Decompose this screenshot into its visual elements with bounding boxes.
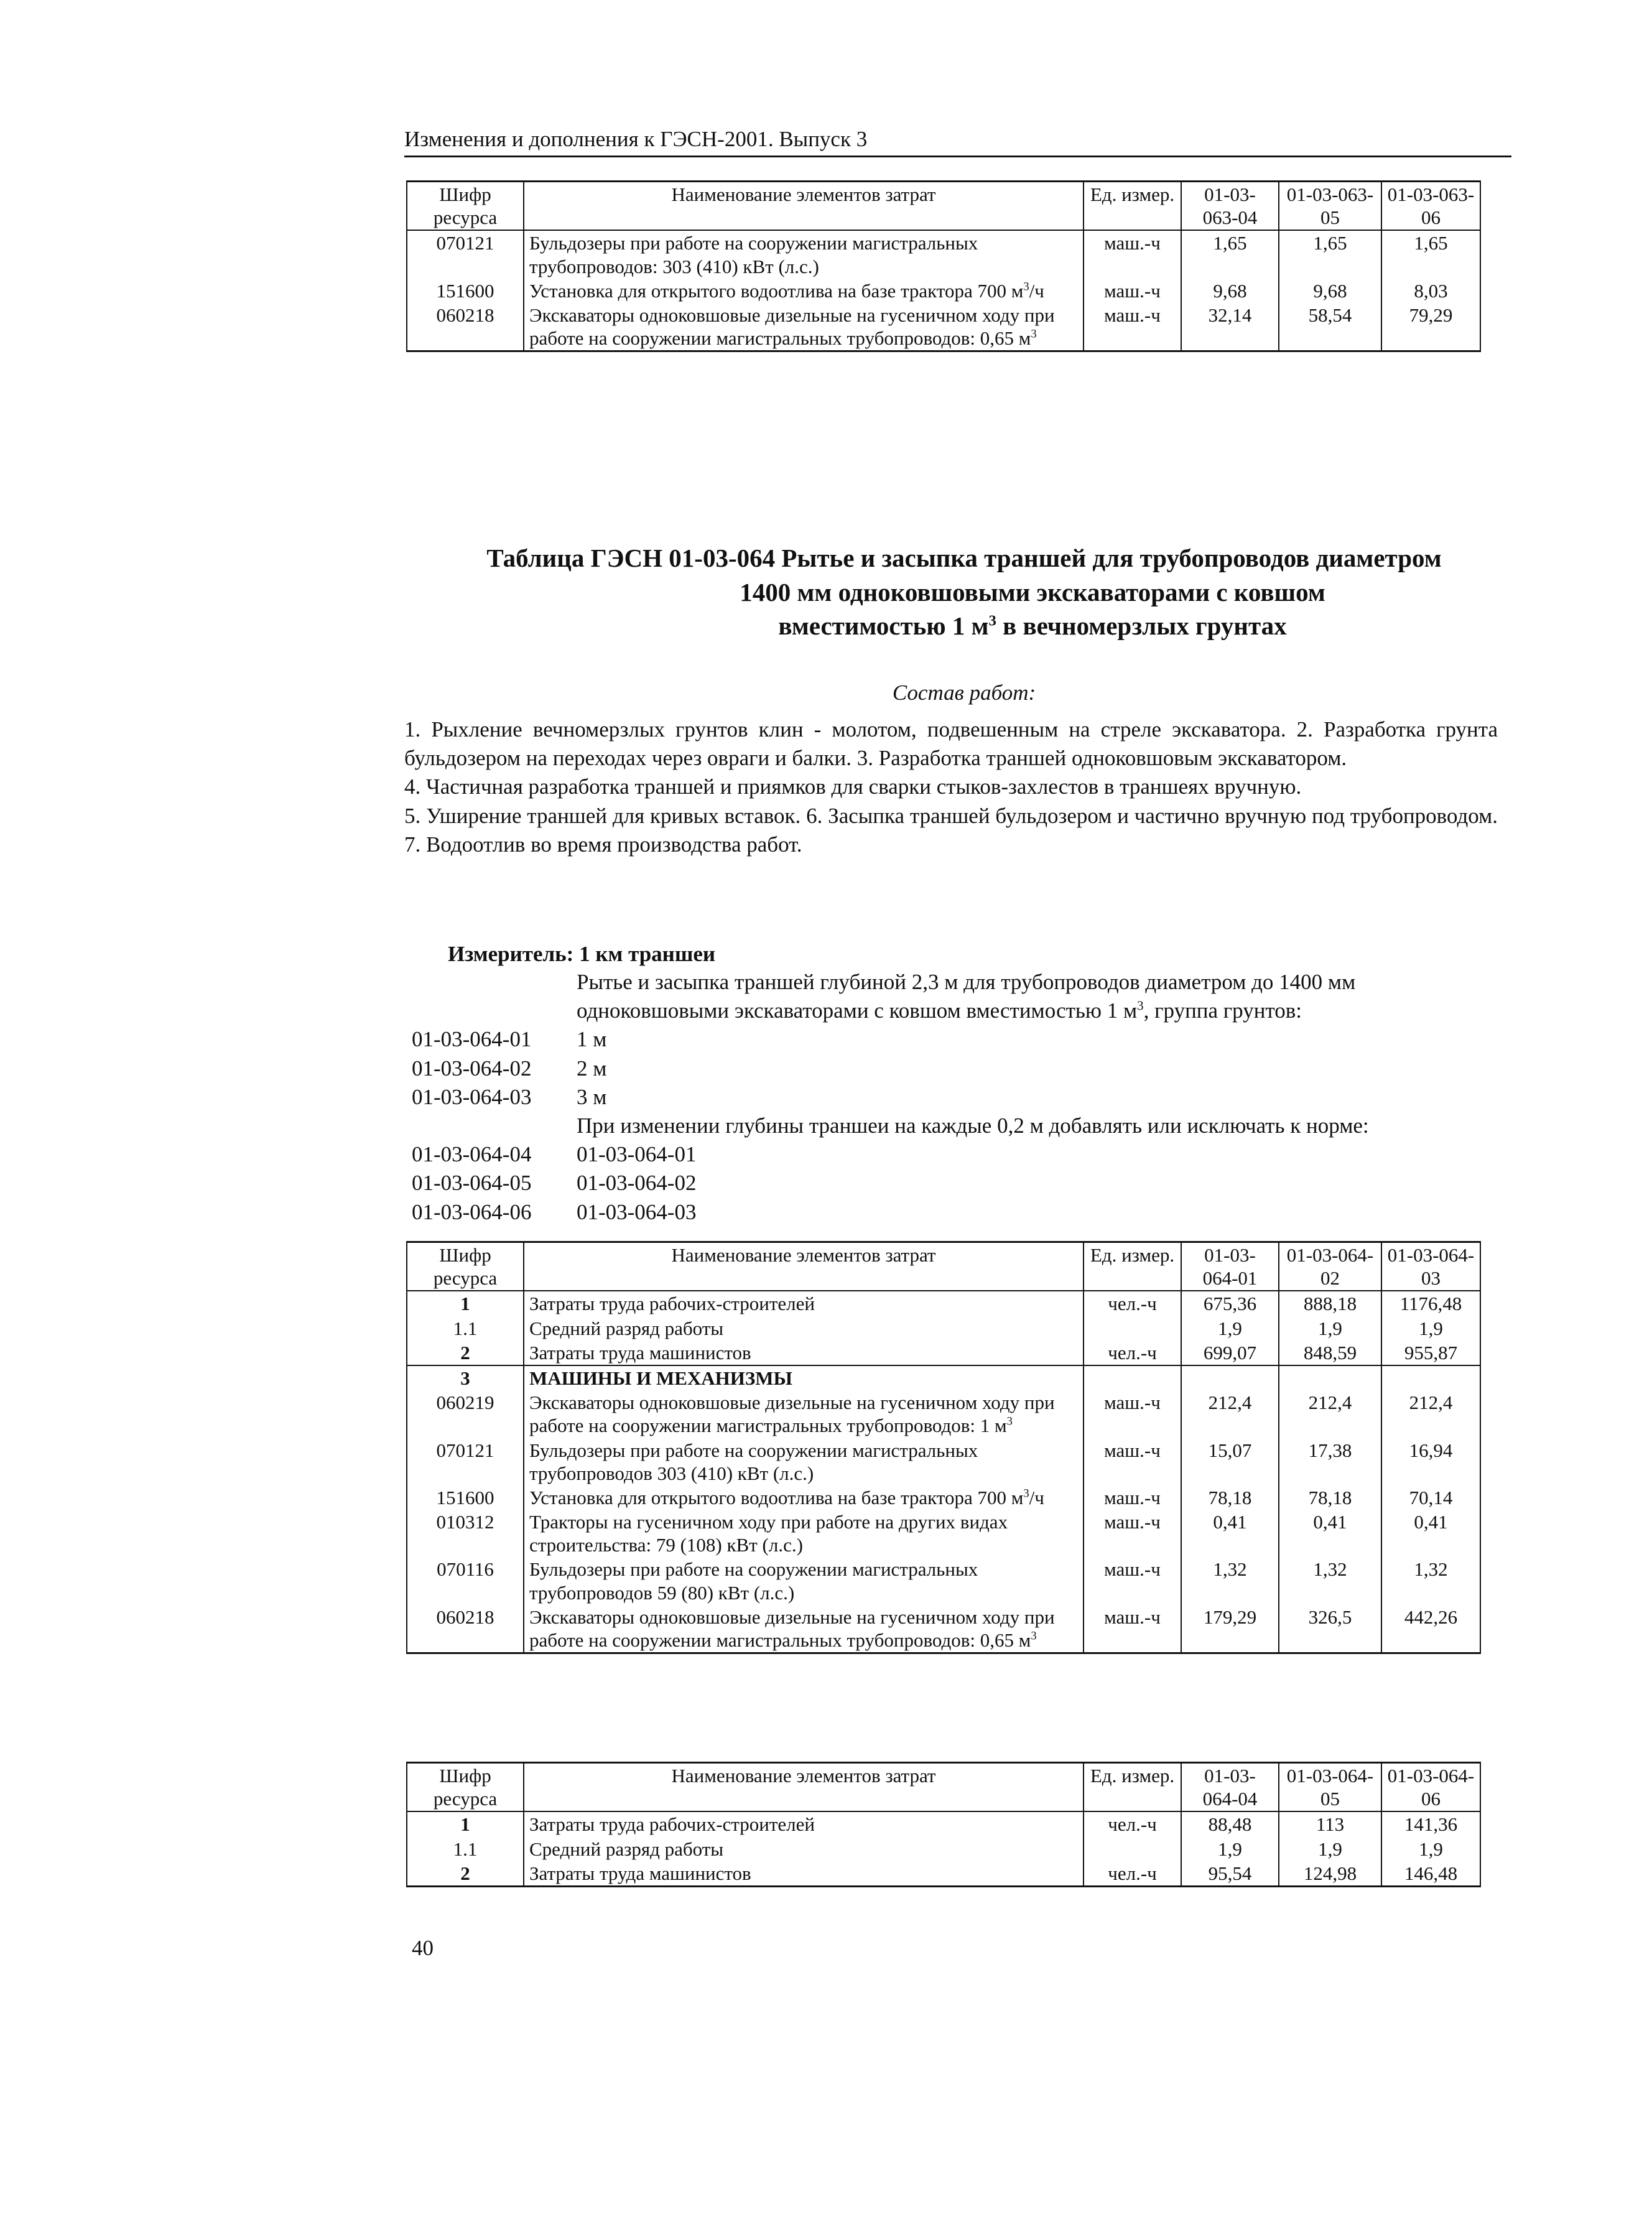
work-paragraph: 1. Рыхление вечномерзлых грунтов клин - молотом, подвешенным на стреле экскаватора. 2. Разработка грунта бульдозером на переходах через овраги и балки. 3. Разработка траншей одноковшовым экскаватором.	[404, 717, 1498, 771]
work-paragraph: 5. Уширение траншей для кривых вставок. 6. Засыпка траншей бульдозером и частично вручную под трубопроводом. 7. Водоотлив во время производства работ.	[404, 803, 1498, 857]
cell-code: 070121	[407, 230, 524, 278]
cell-value: 212,4	[1181, 1390, 1279, 1438]
table-row	[407, 1341, 1480, 1365]
page-header: Изменения и дополнения к ГЭСН-2001. Выпуск 3	[404, 126, 1511, 157]
cell-unit	[1084, 1837, 1181, 1861]
cell-unit: маш.-ч	[1084, 1390, 1181, 1438]
cell-value: 95,54	[1181, 1861, 1279, 1887]
cell-value: 113	[1279, 1811, 1381, 1836]
header-unit: Ед. измер.	[1084, 1242, 1181, 1291]
cell-name: Экскаваторы одноковшовые дизельные на гусеничном ходу при работе на сооружении магистральных трубопроводов: 0,65 $м^3$	[524, 1605, 1084, 1653]
cell-code: 2	[407, 1861, 524, 1887]
norm-text: 01-03-064-03	[577, 1199, 697, 1224]
norm-item	[412, 1025, 1460, 1054]
cell-value: 17,38	[1279, 1438, 1381, 1485]
norms-intro: Рытье и засыпка траншей глубиной 2,3 м для трубопроводов диаметром до 1400 мм одноковшовыми экскаваторами с ковшом вместимостью 1 $м^3$, группа грунтов:	[577, 970, 1356, 1023]
header-norm-code: 01-03-063-06	[1381, 182, 1480, 231]
cell-value: 9,68	[1181, 279, 1279, 303]
cell-value: 675,36	[1181, 1291, 1279, 1316]
cell-value: 78,18	[1181, 1485, 1279, 1510]
cell-value: 699,07	[1181, 1341, 1279, 1365]
header-code: Шифр ресурса	[407, 1242, 524, 1291]
cell-unit: маш.-ч	[1084, 1557, 1181, 1604]
cell-value: 1,9	[1279, 1316, 1381, 1341]
cell-value: 212,4	[1279, 1390, 1381, 1438]
work-composition-heading: Состав работ:	[892, 681, 1036, 705]
cell-code: 060218	[407, 1605, 524, 1653]
table-row	[407, 1837, 1480, 1861]
cell-unit: маш.-ч	[1084, 1438, 1181, 1485]
norm-code: 01-03-064-01	[412, 1027, 532, 1052]
cell-value: 1,32	[1381, 1557, 1480, 1604]
norms-change-note: При изменении глубины траншеи на каждые 0,2 м добавлять или исключать к норме:	[577, 1113, 1369, 1138]
page-number: 40	[412, 1936, 434, 1960]
cell-value: 1,9	[1181, 1316, 1279, 1341]
cell-unit: маш.-ч	[1084, 230, 1181, 278]
cell-value: 1176,48	[1381, 1291, 1480, 1316]
norm-code: 01-03-064-06	[412, 1199, 532, 1224]
table-title	[404, 541, 1524, 643]
norms-list	[412, 968, 1460, 1227]
norm-item	[412, 1140, 1460, 1169]
cell-value: 442,26	[1381, 1605, 1480, 1653]
table-row	[407, 1811, 1480, 1836]
cell-value: 8,03	[1381, 279, 1480, 303]
table-row	[407, 1390, 1480, 1438]
norm-item	[412, 1054, 1460, 1083]
cell-unit: маш.-ч	[1084, 1510, 1181, 1557]
cell-unit	[1084, 1365, 1181, 1390]
cell-value: 146,48	[1381, 1861, 1480, 1887]
header-name: Наименование элементов затрат	[524, 1242, 1084, 1291]
cell-value	[1181, 1365, 1279, 1390]
cell-value: 1,32	[1181, 1557, 1279, 1604]
cell-name: Установка для открытого водоотлива на базе трактора 700 $м^3/ч$	[524, 1485, 1084, 1510]
cell-code: 010312	[407, 1510, 524, 1557]
cell-value: 16,94	[1381, 1438, 1480, 1485]
table-row	[407, 1316, 1480, 1341]
cell-value: 1,9	[1381, 1837, 1480, 1861]
cell-unit: чел.-ч	[1084, 1341, 1181, 1365]
table-row	[407, 1861, 1480, 1887]
cell-value: 1,65	[1381, 230, 1480, 278]
norm-item	[412, 1169, 1460, 1197]
cell-value: 955,87	[1381, 1341, 1480, 1365]
cell-code: 2	[407, 1341, 524, 1365]
cell-value	[1279, 1365, 1381, 1390]
table-row	[407, 230, 1480, 278]
cell-unit	[1084, 1316, 1181, 1341]
cell-value: 9,68	[1279, 279, 1381, 303]
cell-value: 70,14	[1381, 1485, 1480, 1510]
resource-table-064-a	[406, 1241, 1481, 1654]
header-norm-code: 01-03-064-04	[1181, 1763, 1279, 1812]
table-header-row	[407, 1763, 1480, 1812]
table-header-row	[407, 1242, 1480, 1291]
table-header-row	[407, 182, 1480, 231]
cell-code: 1	[407, 1291, 524, 1316]
table-row	[407, 279, 1480, 303]
cell-code: 151600	[407, 279, 524, 303]
cell-value: 0,41	[1181, 1510, 1279, 1557]
cell-unit: маш.-ч	[1084, 303, 1181, 351]
cell-unit: маш.-ч	[1084, 279, 1181, 303]
norm-code: 01-03-064-05	[412, 1171, 532, 1196]
norm-text: 3 м	[577, 1084, 607, 1109]
table-row	[407, 1291, 1480, 1316]
table-row	[407, 303, 1480, 351]
cell-unit: чел.-ч	[1084, 1861, 1181, 1887]
cell-code: 1.1	[407, 1837, 524, 1861]
cell-code: 070116	[407, 1557, 524, 1604]
cell-unit: чел.-ч	[1084, 1291, 1181, 1316]
norm-text: 01-03-064-02	[577, 1171, 697, 1196]
table-row	[407, 1365, 1480, 1390]
table-row	[407, 1510, 1480, 1557]
cell-name: Бульдозеры при работе на сооружении магистральных трубопроводов 303 (410) кВт (л.с.)	[524, 1438, 1084, 1485]
table-row	[407, 1605, 1480, 1653]
table-row	[407, 1438, 1480, 1485]
cell-code: 060219	[407, 1390, 524, 1438]
cell-name: Экскаваторы одноковшовые дизельные на гусеничном ходу при работе на сооружении магистральных трубопроводов: 1 $м^3$	[524, 1390, 1084, 1438]
cell-value: 88,48	[1181, 1811, 1279, 1836]
cell-name: Экскаваторы одноковшовые дизельные на гусеничном ходу при работе на сооружении магистральных трубопроводов: 0,65 $м^3$	[524, 303, 1084, 351]
cell-value	[1381, 1365, 1480, 1390]
cell-name: Установка для открытого водоотлива на базе трактора 700 $м^3/ч$	[524, 279, 1084, 303]
header-norm-code: 01-03-064-03	[1381, 1242, 1480, 1291]
table-row	[407, 1485, 1480, 1510]
cell-value: 141,36	[1381, 1811, 1480, 1836]
title-line-2: 1400 мм одноковшовыми экскаваторами с ковшом	[740, 577, 1325, 607]
title-line-3: вместимостью 1 $м^3$ в вечномерзлых грунтах	[778, 611, 1287, 641]
cell-name: Средний разряд работы	[524, 1837, 1084, 1861]
cell-name: Затраты труда машинистов	[524, 1861, 1084, 1887]
cell-value: 78,18	[1279, 1485, 1381, 1510]
norm-code: 01-03-064-02	[412, 1056, 532, 1081]
cell-code: 070121	[407, 1438, 524, 1485]
header-norm-code: 01-03-064-02	[1279, 1242, 1381, 1291]
cell-value: 124,98	[1279, 1861, 1381, 1887]
norm-item	[412, 1083, 1460, 1112]
norm-code: 01-03-064-03	[412, 1084, 532, 1109]
cell-name: Затраты труда рабочих-строителей	[524, 1291, 1084, 1316]
resource-table-064-b	[406, 1762, 1481, 1887]
header-norm-code: 01-03-064-06	[1381, 1763, 1480, 1812]
cell-value: 1,65	[1181, 230, 1279, 278]
header-norm-code: 01-03-064-01	[1181, 1242, 1279, 1291]
header-name: Наименование элементов затрат	[524, 1763, 1084, 1812]
header-code: Шифр ресурса	[407, 182, 524, 231]
cell-name: Тракторы на гусеничном ходу при работе на других видах строительства: 79 (108) кВт (л.с.)	[524, 1510, 1084, 1557]
cell-value: 212,4	[1381, 1390, 1480, 1438]
cell-name: Бульдозеры при работе на сооружении магистральных трубопроводов: 303 (410) кВт (л.с.)	[524, 230, 1084, 278]
work-composition-text	[404, 715, 1498, 859]
cell-value: 32,14	[1181, 303, 1279, 351]
cell-value: 79,29	[1381, 303, 1480, 351]
cell-value: 1,9	[1381, 1316, 1480, 1341]
table-row	[407, 1557, 1480, 1604]
header-unit: Ед. измер.	[1084, 1763, 1181, 1812]
cell-name: Бульдозеры при работе на сооружении магистральных трубопроводов 59 (80) кВт (л.с.)	[524, 1557, 1084, 1604]
norm-item	[412, 1198, 1460, 1227]
cell-value: 179,29	[1181, 1605, 1279, 1653]
cell-value: 888,18	[1279, 1291, 1381, 1316]
cell-unit: чел.-ч	[1084, 1811, 1181, 1836]
measure-unit: Измеритель: 1 км траншеи	[448, 942, 716, 966]
cell-code: 1	[407, 1811, 524, 1836]
cell-name: Затраты труда машинистов	[524, 1341, 1084, 1365]
cell-value: 15,07	[1181, 1438, 1279, 1485]
cell-unit: маш.-ч	[1084, 1485, 1181, 1510]
work-paragraph: 4. Частичная разработка траншей и приямков для сварки стыков-захлестов в траншеях вручную.	[404, 774, 1302, 799]
header-norm-code: 01-03-063-05	[1279, 182, 1381, 231]
header-unit: Ед. измер.	[1084, 182, 1181, 231]
norm-code: 01-03-064-04	[412, 1142, 532, 1167]
cell-code: 151600	[407, 1485, 524, 1510]
cell-value: 326,5	[1279, 1605, 1381, 1653]
title-line-1: Таблица ГЭСН 01-03-064 Рытье и засыпка траншей для трубопроводов диаметром	[486, 544, 1442, 572]
cell-name: Средний разряд работы	[524, 1316, 1084, 1341]
cell-value: 0,41	[1381, 1510, 1480, 1557]
cell-code: 3	[407, 1365, 524, 1390]
cell-value: 1,65	[1279, 230, 1381, 278]
cell-name: Затраты труда рабочих-строителей	[524, 1811, 1084, 1836]
header-norm-code: 01-03-064-05	[1279, 1763, 1381, 1812]
cell-value: 1,32	[1279, 1557, 1381, 1604]
cell-name: МАШИНЫ И МЕХАНИЗМЫ	[524, 1365, 1084, 1390]
cell-value: 58,54	[1279, 303, 1381, 351]
resource-table-063	[406, 180, 1481, 352]
cell-value: 0,41	[1279, 1510, 1381, 1557]
cell-value: 1,9	[1279, 1837, 1381, 1861]
cell-unit: маш.-ч	[1084, 1605, 1181, 1653]
cell-value: 1,9	[1181, 1837, 1279, 1861]
norm-text: 1 м	[577, 1027, 607, 1052]
cell-value: 848,59	[1279, 1341, 1381, 1365]
norm-text: 2 м	[577, 1056, 607, 1081]
header-norm-code: 01-03-063-04	[1181, 182, 1279, 231]
norm-text: 01-03-064-01	[577, 1142, 697, 1167]
cell-code: 1.1	[407, 1316, 524, 1341]
cell-code: 060218	[407, 303, 524, 351]
header-code: Шифр ресурса	[407, 1763, 524, 1812]
header-name: Наименование элементов затрат	[524, 182, 1084, 231]
